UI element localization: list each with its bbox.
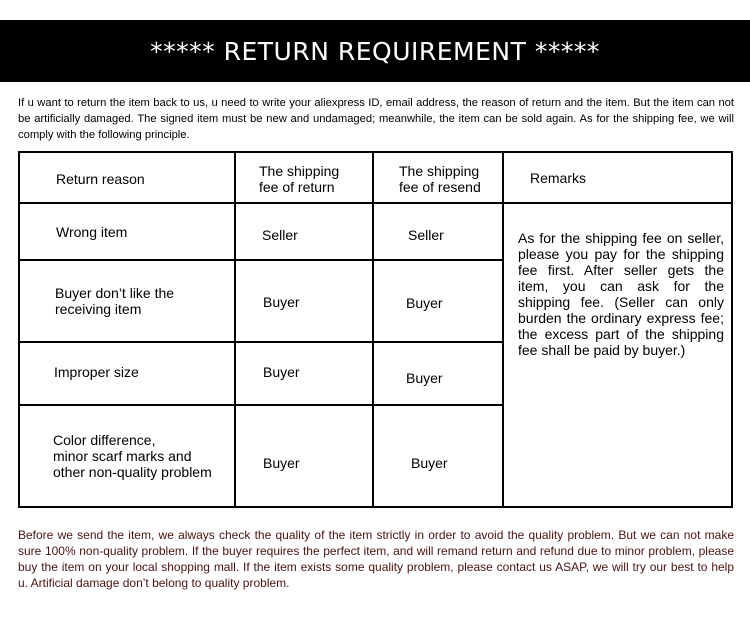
table-divider bbox=[20, 259, 502, 261]
header-return-reason: Return reason bbox=[56, 171, 145, 187]
row-1-resend-fee: Seller bbox=[408, 227, 444, 243]
intro-paragraph: If u want to return the item back to us, u need to write your aliexpress ID, email address, the reason of return and the item. But the item can not be artificially damaged. The signed item must be new and undamaged; meanwhile, the item can be sold again. As for the shipping fee, we will comply with the following principle. bbox=[18, 97, 734, 141]
row-2-reason: Buyer don’t like the receiving item bbox=[55, 285, 175, 317]
row-4-return-fee: Buyer bbox=[263, 455, 300, 471]
banner-title: ***** RETURN REQUIREMENT ***** bbox=[150, 36, 600, 66]
table-divider bbox=[20, 341, 502, 343]
table-divider bbox=[372, 153, 374, 506]
table-divider bbox=[502, 153, 504, 506]
row-3-resend-fee: Buyer bbox=[406, 370, 443, 386]
table-divider bbox=[20, 202, 731, 204]
row-2-resend-fee: Buyer bbox=[406, 295, 443, 311]
row-1-reason: Wrong item bbox=[56, 224, 128, 240]
row-4-reason: Color difference, minor scarf marks and other non-quality problem bbox=[53, 432, 212, 480]
quality-notice-paragraph: Before we send the item, we always check the quality of the item strictly in order to avoid the quality problem. But we can not make sure 100% non-quality problem. If the buyer requires the perfect item, and will remand return and refund due to minor problem, please buy the item on your local shopping mall. If the item exists some quality problem, please contact us ASAP, we will try our best to help u. Artificial damage don’t belong to quality problem. bbox=[18, 528, 734, 590]
header-shipping-fee-return: The shipping fee of return bbox=[259, 163, 340, 195]
header-shipping-fee-resend: The shipping fee of resend bbox=[399, 163, 481, 195]
row-1-return-fee: Seller bbox=[262, 227, 298, 243]
row-3-reason: Improper size bbox=[54, 364, 139, 380]
row-3-return-fee: Buyer bbox=[263, 364, 300, 380]
remarks-text: As for the shipping fee on seller, please you pay for the shipping fee first. After seller gets the item, you can ask for the shipping fee. (Seller can only burden the ordinary express fee; the excess part of the shipping fee shall be paid by buyer.) bbox=[518, 230, 724, 358]
table-divider bbox=[234, 153, 236, 506]
header-remarks: Remarks bbox=[530, 170, 587, 186]
return-requirement-banner bbox=[0, 20, 750, 82]
table-divider bbox=[20, 404, 502, 406]
return-policy-table bbox=[18, 151, 733, 508]
row-2-return-fee: Buyer bbox=[263, 294, 300, 310]
row-4-resend-fee: Buyer bbox=[411, 455, 448, 471]
